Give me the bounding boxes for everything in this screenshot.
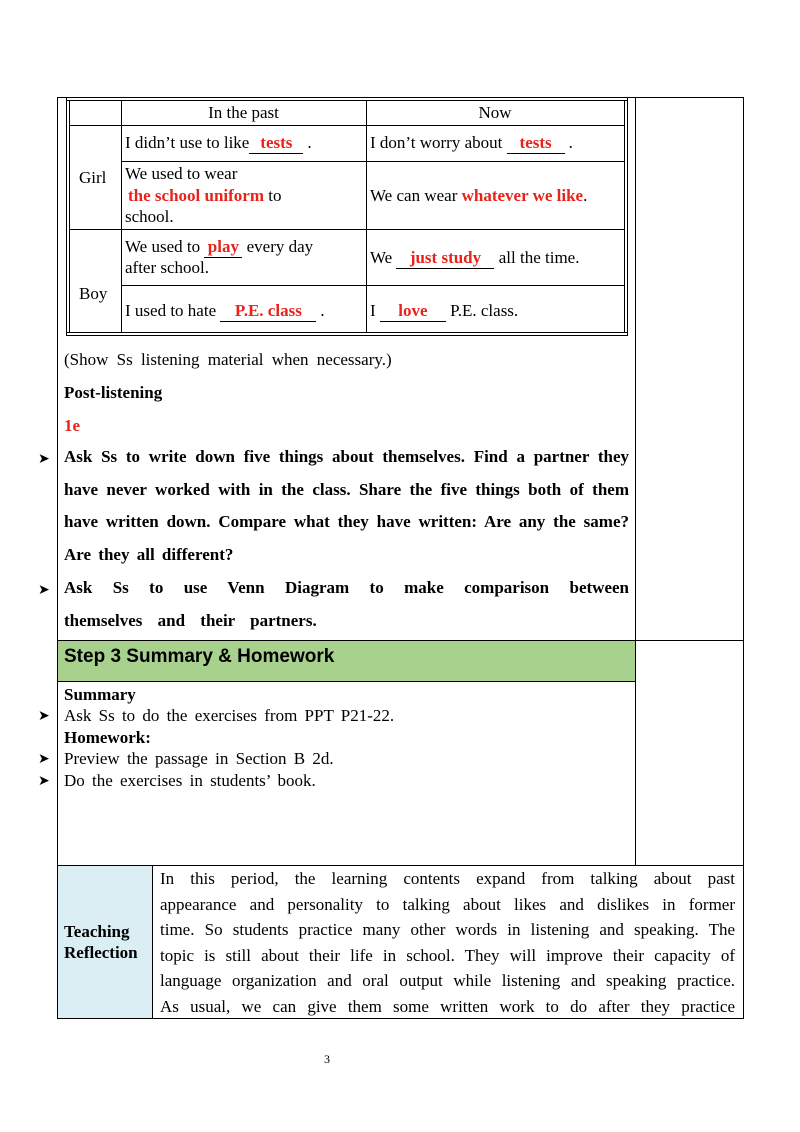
reflection-label-2: Reflection [64, 943, 138, 962]
girl-section-bottom [69, 229, 625, 230]
inner-left-double [69, 100, 70, 333]
show-note: (Show Ss listening material when necessary.) [64, 350, 392, 369]
boy-now-2 [370, 301, 518, 322]
reflection-line: topic is still about their life in school. They will improve their capacity of [160, 945, 735, 965]
boy-now-1 [370, 248, 579, 269]
reflection-text [160, 866, 735, 1019]
arrow-bullet-icon: ➤ [38, 582, 50, 598]
bullet-1e-2: Ask Ss to use Venn Diagram to make comparison between themselves and their partners. [64, 578, 629, 630]
cell-text: I [370, 301, 376, 320]
arrow-bullet-icon: ➤ [38, 451, 50, 467]
inner-bottom-double [66, 332, 628, 333]
header-row-bottom [69, 125, 625, 126]
cell-text: every day [246, 237, 314, 256]
cell-text: all the time. [498, 248, 580, 267]
girl-now-2 [370, 186, 587, 206]
boy-row1-bottom [121, 285, 625, 286]
col-divider-2 [366, 100, 367, 333]
col-divider-1 [121, 100, 122, 333]
girl-past-1 [125, 133, 312, 154]
summary-label: Summary [64, 685, 136, 704]
cell-text: to [268, 186, 282, 205]
boy-past-1b: after school. [125, 258, 210, 277]
boy-past-1a [125, 237, 313, 258]
boy-label: Boy [79, 284, 108, 303]
homework-item-1: Preview the passage in Section B 2d. [64, 749, 334, 768]
girl-past-2b [128, 186, 281, 206]
bullet-1e-1: Ask Ss to write down five things about themselves. Find a partner they have never worked with in the class. Share the five things both of them have written down. Compare what they have written: Are any the same? Are they all different? [64, 447, 629, 564]
arrow-bullet-icon: ➤ [38, 751, 50, 767]
arrow-bullet-icon: ➤ [38, 708, 50, 724]
girl-label: Girl [79, 168, 107, 187]
cell-text: I don’t worry about [370, 133, 503, 152]
cell-text: P.E. class. [450, 301, 519, 320]
cell-text: . [568, 133, 573, 152]
cell-text: We [370, 248, 393, 267]
page-number: 3 [324, 1052, 330, 1066]
answer-text: whatever we like [461, 186, 584, 205]
section-1e: 1e [64, 416, 81, 435]
step3-title: Step 3 Summary & Homework [64, 646, 335, 667]
cell-text: I didn’t use to like [125, 133, 250, 152]
reflection-line: In this period, the learning contents expand from talking about past [160, 869, 735, 888]
reflection-label-cell [58, 866, 152, 1018]
answer-text: the school uniform [128, 186, 264, 205]
inner-top-double [66, 100, 628, 101]
inner-right-double [624, 100, 625, 333]
cell-text: . [320, 301, 325, 320]
header-past: In the past [208, 103, 279, 122]
answer-text: play [207, 237, 239, 256]
arrow-bullet-icon: ➤ [38, 773, 50, 789]
answer-text: tests [260, 133, 293, 152]
girl-past-2c: school. [125, 207, 174, 226]
answer-text: tests [519, 133, 552, 152]
girl-now-1 [370, 133, 573, 154]
homework-label: Homework: [64, 728, 151, 747]
cell-text: We used to [125, 237, 201, 256]
answer-text: P.E. class [234, 301, 302, 320]
reflection-line: appearance and personality to talking about likes and dislikes in former [160, 894, 735, 914]
homework-item-2: Do the exercises in students’ book. [64, 771, 316, 790]
reflection-line: language organization and oral output while listening and speaking practice. [160, 971, 735, 990]
post-listening-heading: Post-listening [64, 383, 163, 402]
content-right-border [635, 97, 636, 866]
cell-text: . [307, 133, 312, 152]
header-now: Now [478, 103, 512, 122]
reflection-label-1: Teaching [64, 922, 130, 941]
answer-text: love [398, 301, 428, 320]
step3-header-bottom [58, 681, 635, 682]
girl-row1-bottom [121, 161, 625, 162]
cell-text: . [583, 186, 588, 205]
outer-right-border [743, 97, 744, 1019]
cell-text: We can wear [370, 186, 458, 205]
reflection-divider [152, 865, 153, 1018]
girl-past-2a: We used to wear [125, 164, 238, 183]
answer-text: just study [409, 248, 482, 267]
cell-text: I used to hate [125, 301, 217, 320]
summary-item: Ask Ss to do the exercises from PPT P21-22. [64, 706, 395, 725]
reflection-line: time. So students practice many other words in listening and speaking. The [160, 920, 735, 939]
reflection-line: As usual, we can give them some written work to do after they practice [160, 996, 735, 1016]
boy-past-2 [125, 301, 325, 322]
